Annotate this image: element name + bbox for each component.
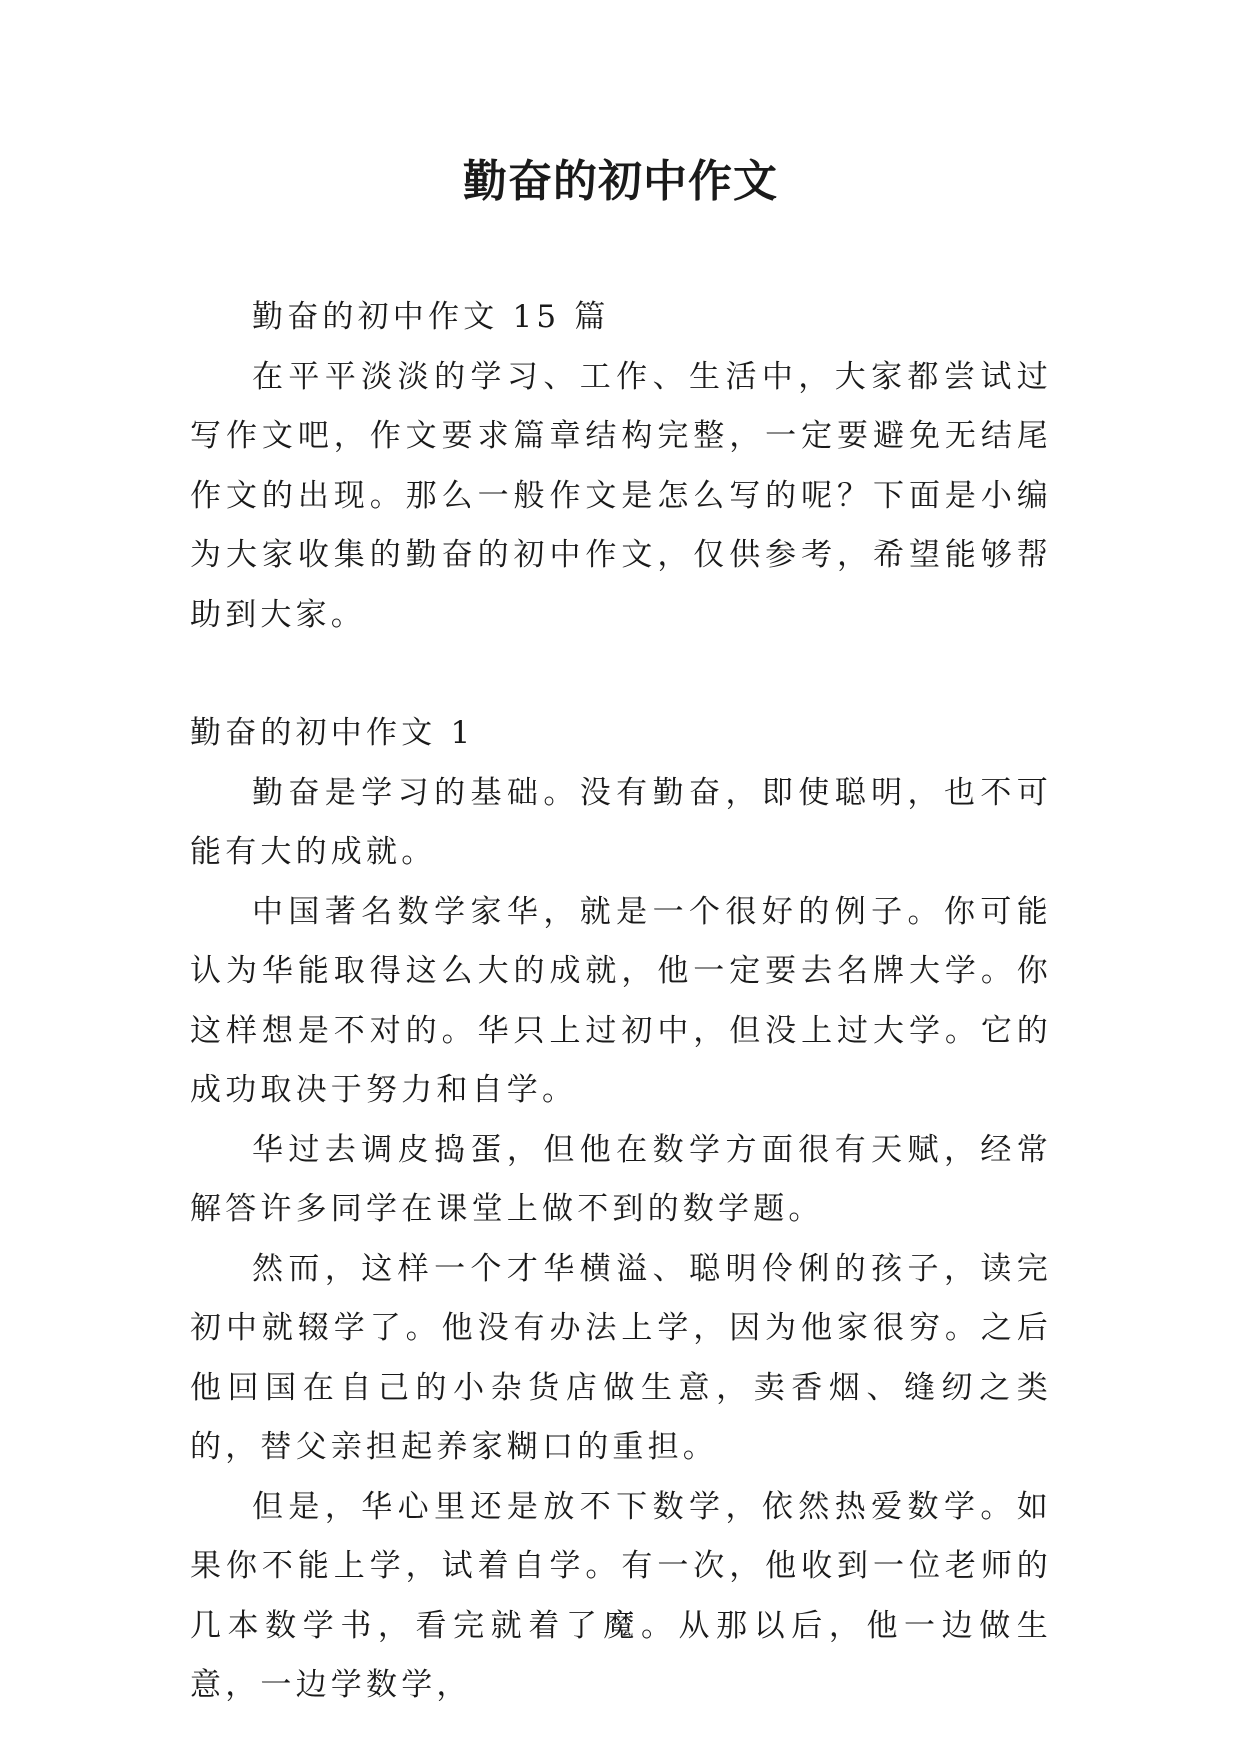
intro-heading: 勤奋的初中作文 15 篇 bbox=[252, 299, 610, 335]
document-title: 勤奋的初中作文 bbox=[463, 156, 778, 207]
body-paragraph-3: 华过去调皮捣蛋，但他在数学方面很有天赋，经常解答许多同学在课堂上做不到的数学题。 bbox=[190, 1131, 1052, 1227]
section-gap bbox=[190, 645, 1052, 704]
body-paragraph-1: 勤奋是学习的基础。没有勤奋，即使聪明，也不可能有大的成就。 bbox=[190, 774, 1052, 870]
document-body bbox=[190, 288, 1052, 1716]
section-heading: 勤奋的初中作文 1 bbox=[190, 715, 475, 751]
body-paragraph-2: 中国著名数学家华，就是一个很好的例子。你可能认为华能取得这么大的成就，他一定要去名牌大学。你这样想是不对的。华只上过初中，但没上过大学。它的成功取决于努力和自学。 bbox=[190, 893, 1052, 1108]
intro-paragraph: 在平平淡淡的学习、工作、生活中，大家都尝试过写作文吧，作文要求篇章结构完整，一定要避免无结尾作文的出现。那么一般作文是怎么写的呢？下面是小编为大家收集的勤奋的初中作文，仅供参考，希望能够帮助到大家。 bbox=[190, 358, 1052, 633]
body-paragraph-5: 但是，华心里还是放不下数学，依然热爱数学。如果你不能上学，试着自学。有一次，他收到一位老师的几本数学书，看完就着了魔。从那以后，他一边做生意，一边学数学， bbox=[190, 1488, 1052, 1703]
body-paragraph-4: 然而，这样一个才华横溢、聪明伶俐的孩子，读完初中就辍学了。他没有办法上学，因为他家很穷。之后他回国在自己的小杂货店做生意，卖香烟、缝纫之类的，替父亲担起养家糊口的重担。 bbox=[190, 1250, 1052, 1465]
